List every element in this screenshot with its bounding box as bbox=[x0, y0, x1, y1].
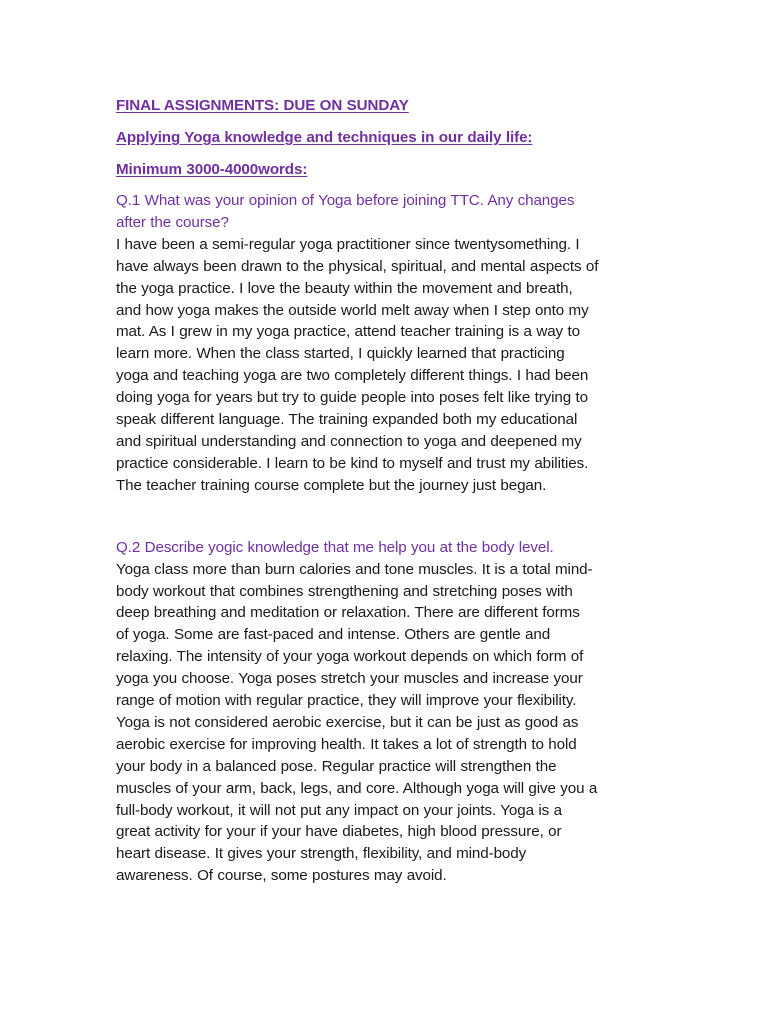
word-count-requirement: Minimum 3000-4000words: bbox=[116, 161, 308, 178]
paragraph-spacer bbox=[116, 497, 656, 537]
answer-2: Yoga class more than burn calories and tone muscles. It is a total mind- body workout that combines strengthening and stretching poses with deep breathing and meditation or relaxation. There are different forms of yoga. Some are fast-paced and intense. Others are gentle and relaxing. The intensity of your yoga workout depends on which form of yoga you choose. Yoga poses stretch your muscles and increase your range of motion with regular practice, they will improve your flexibility. Yoga is not considered aerobic exercise, but it can be just as good as aerobic exercise for improving health. It takes a lot of strength to hold your body in a balanced pose. Regular practice will strengthen the muscles of your arm, back, legs, and core. Although yoga will give you a full-body workout, it will not put any impact on your joints. Yoga is a great activity for your if your have diabetes, high blood pressure, or heart disease. It gives your strength, flexibility, and mind-body awareness. Of course, some postures may avoid. bbox=[116, 560, 598, 885]
assignment-subtitle: Applying Yoga knowledge and techniques in our daily life: bbox=[116, 129, 533, 146]
document-body bbox=[116, 95, 656, 887]
assignment-title: FINAL ASSIGNMENTS: DUE ON SUNDAY bbox=[116, 97, 409, 114]
question-1: Q.1 What was your opinion of Yoga before joining TTC. Any changes after the course? bbox=[116, 192, 575, 231]
answer-1: I have been a semi-regular yoga practitioner since twentysomething. I have always been drawn to the physical, spiritual, and mental aspects of the yoga practice. I love the beauty within the movement and breath, and how yoga makes the outside world melt away when I step onto my mat. As I grew in my yoga practice, attend teacher training is a way to learn more. When the class started, I quickly learned that practicing yoga and teaching yoga are two completely different things. I had been doing yoga for years but try to guide people into poses felt like trying to speak different language. The training expanded both my educational and spiritual understanding and connection to yoga and deepened my practice considerable. I learn to be kind to myself and trust my abilities. The teacher training course complete but the journey just began. bbox=[116, 235, 599, 494]
question-2: Q.2 Describe yogic knowledge that me help you at the body level. bbox=[116, 538, 554, 556]
